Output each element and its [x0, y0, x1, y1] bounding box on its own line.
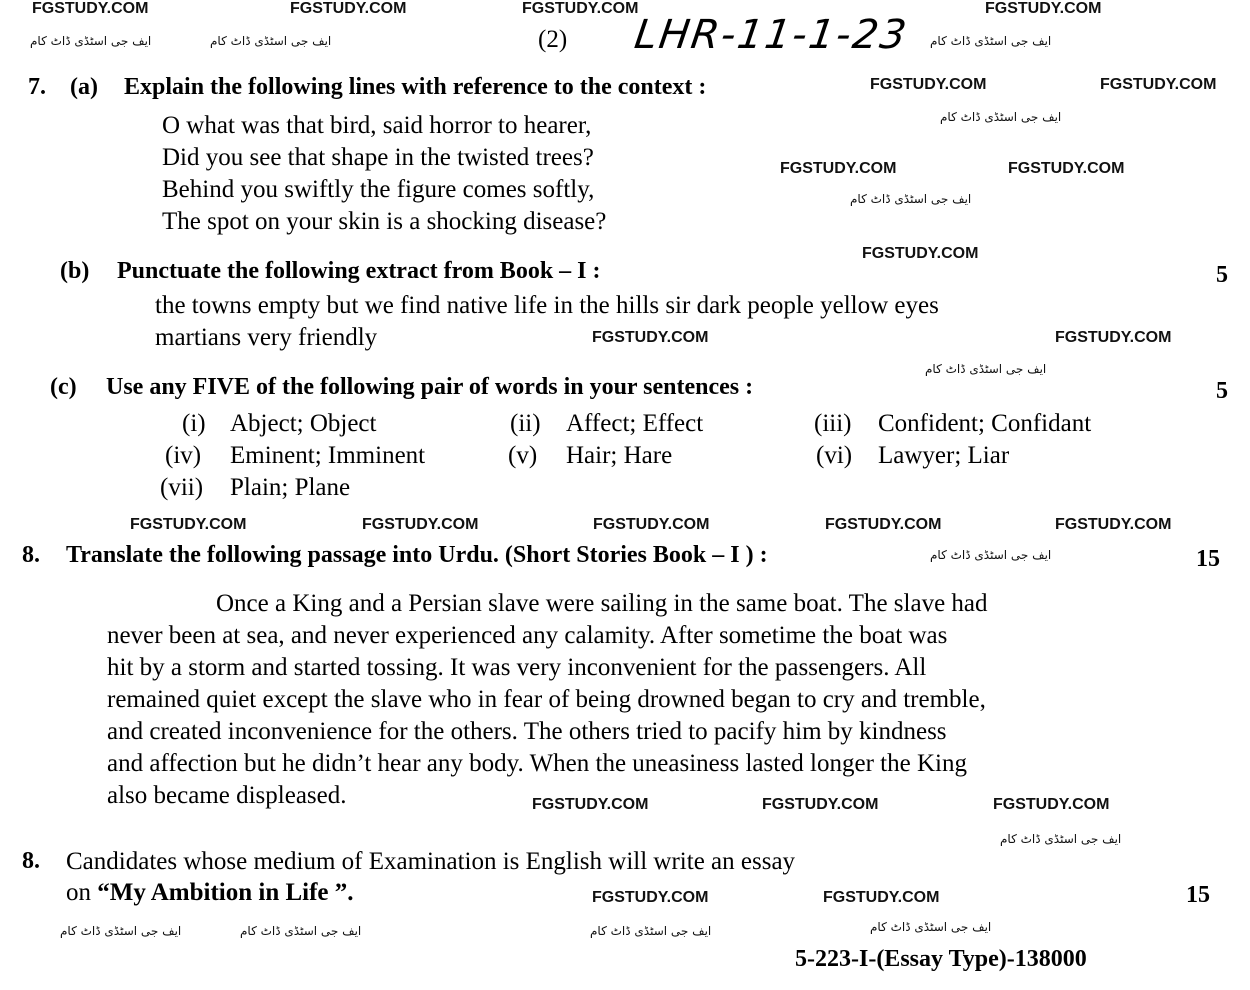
watermark-urdu: ایف جی اسٹڈی ڈاٹ کام [590, 924, 712, 938]
watermark-urdu: ایف جی اسٹڈی ڈاٹ کام [930, 548, 1052, 562]
watermark: FGSTUDY.COM [522, 0, 639, 17]
watermark: FGSTUDY.COM [592, 329, 709, 346]
watermark: FGSTUDY.COM [1100, 76, 1217, 93]
essay-title: “My Ambition in Life ”. [97, 879, 354, 906]
q8b-number: 8. [22, 848, 40, 874]
watermark: FGSTUDY.COM [870, 76, 987, 93]
passage-line: and affection but he didn’t hear any body. When the uneasiness lasted longer the King [107, 750, 967, 777]
watermark-urdu: ایف جی اسٹڈی ڈاٹ کام [240, 924, 362, 938]
watermark: FGSTUDY.COM [362, 516, 479, 533]
extract-line: martians very friendly [155, 324, 378, 351]
watermark: FGSTUDY.COM [32, 0, 149, 17]
q7c-marks: 5 [1216, 378, 1228, 404]
paper-code: 5-223-I-(Essay Type)-138000 [795, 946, 1087, 972]
watermark-urdu: ایف جی اسٹڈی ڈاٹ کام [1000, 832, 1122, 846]
passage-line: remained quiet except the slave who in fear of being drowned began to cry and tremble, [107, 686, 986, 713]
word-pair: Affect; Effect [566, 410, 704, 437]
word-pair: Lawyer; Liar [878, 442, 1010, 469]
passage-line: also became displeased. [107, 782, 347, 809]
watermark-urdu: ایف جی اسٹڈی ڈاٹ کام [210, 34, 332, 48]
word-pair-number: (v) [508, 442, 538, 469]
q7c-heading: Use any FIVE of the following pair of words in your sentences : [106, 374, 754, 400]
handwritten-code: LHR-11-1-23 [631, 12, 911, 58]
word-pair-number: (iii) [814, 410, 852, 437]
watermark: FGSTUDY.COM [1008, 160, 1125, 177]
word-pair: Abject; Object [230, 410, 377, 437]
q8b-marks: 15 [1186, 882, 1210, 908]
watermark-urdu: ایف جی اسٹڈی ڈاٹ کام [870, 920, 992, 934]
watermark-urdu: ایف جی اسٹڈی ڈاٹ کام [60, 924, 182, 938]
q8-marks: 15 [1196, 546, 1220, 572]
watermark: FGSTUDY.COM [825, 516, 942, 533]
poem-line: Did you see that shape in the twisted trees? [162, 144, 594, 171]
essay-instruction: Candidates whose medium of Examination is English will write an essay [66, 848, 796, 875]
passage-line: and created inconvenience for the others. The others tried to pacify him by kindness [107, 718, 947, 745]
q8-heading: Translate the following passage into Urdu. (Short Stories Book – I ) : [66, 542, 768, 568]
word-pair-number: (iv) [165, 442, 202, 469]
watermark: FGSTUDY.COM [762, 796, 879, 813]
watermark-urdu: ایف جی اسٹڈی ڈاٹ کام [940, 110, 1062, 124]
page-number: (2) [538, 26, 568, 53]
passage-line: Once a King and a Persian slave were sailing in the same boat. The slave had [216, 590, 988, 617]
extract-line: the towns empty but we find native life in the hills sir dark people yellow eyes [155, 292, 939, 319]
watermark: FGSTUDY.COM [1055, 329, 1172, 346]
watermark: FGSTUDY.COM [985, 0, 1102, 17]
q7a-label: (a) [70, 74, 98, 100]
word-pair: Plain; Plane [230, 474, 351, 501]
watermark-urdu: ایف جی اسٹڈی ڈاٹ کام [850, 192, 972, 206]
watermark-urdu: ایف جی اسٹڈی ڈاٹ کام [930, 34, 1052, 48]
watermark: FGSTUDY.COM [862, 245, 979, 262]
watermark: FGSTUDY.COM [592, 889, 709, 906]
poem-line: O what was that bird, said horror to hearer, [162, 112, 592, 139]
q7b-label: (b) [60, 258, 90, 284]
word-pair-number: (vii) [160, 474, 204, 501]
watermark: FGSTUDY.COM [290, 0, 407, 17]
watermark-urdu: ایف جی اسٹڈی ڈاٹ کام [925, 362, 1047, 376]
watermark: FGSTUDY.COM [532, 796, 649, 813]
word-pair-number: (ii) [510, 410, 541, 437]
q7b-heading: Punctuate the following extract from Book – I : [117, 258, 601, 284]
essay-prefix: on [66, 879, 98, 906]
watermark: FGSTUDY.COM [780, 160, 897, 177]
q7c-label: (c) [50, 374, 77, 400]
q7b-marks: 5 [1216, 262, 1228, 288]
watermark: FGSTUDY.COM [1055, 516, 1172, 533]
q7-number: 7. [28, 74, 46, 100]
watermark: FGSTUDY.COM [130, 516, 247, 533]
q7a-heading: Explain the following lines with reference to the context : [124, 74, 707, 100]
passage-line: never been at sea, and never experienced any calamity. After sometime the boat was [107, 622, 948, 649]
word-pair: Hair; Hare [566, 442, 673, 469]
essay-instruction-line2 [66, 879, 354, 907]
watermark: FGSTUDY.COM [993, 796, 1110, 813]
watermark: FGSTUDY.COM [593, 516, 710, 533]
watermark: FGSTUDY.COM [823, 889, 940, 906]
poem-line: The spot on your skin is a shocking disease? [162, 208, 607, 235]
passage-line: hit by a storm and started tossing. It was very inconvenient for the passengers. All [107, 654, 927, 681]
q8-number: 8. [22, 542, 40, 568]
watermark-urdu: ایف جی اسٹڈی ڈاٹ کام [30, 34, 152, 48]
word-pair-number: (vi) [816, 442, 853, 469]
word-pair: Eminent; Imminent [230, 442, 426, 469]
word-pair-number: (i) [182, 410, 206, 437]
poem-line: Behind you swiftly the figure comes softly, [162, 176, 595, 203]
word-pair: Confident; Confidant [878, 410, 1092, 437]
